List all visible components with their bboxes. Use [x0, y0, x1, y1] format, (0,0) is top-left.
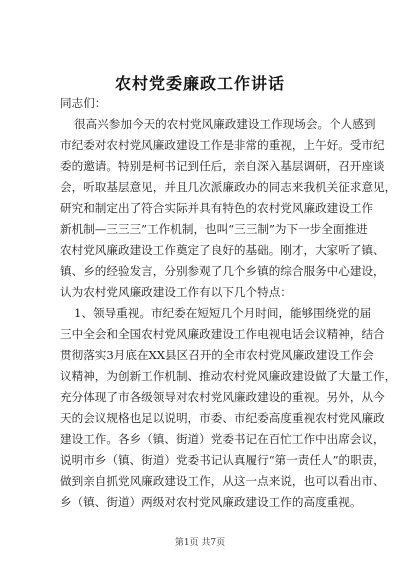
paragraph-line: 充分体现了市各级领导对农村党风廉政建设的重视。另外，从今	[60, 390, 385, 404]
paragraph-line: 新机制—三三三”工作机制，也叫“三三制”为下一步全面推进	[60, 222, 368, 236]
paragraph-line: 乡（镇、街道）两级对农村党风廉政建设工作的高度重视。	[60, 495, 362, 509]
paragraph-line: 农村党风廉政建设工作奠定了良好的基础。刚才，大家听了镇、	[60, 243, 385, 257]
paragraph-line: 认为农村党风廉政建设工作有以下几个特点：	[60, 285, 292, 299]
paragraph-line: 1、领导重视。市纪委在短短几个月时间，能够围绕党的届	[74, 306, 372, 320]
paragraph-line: 市纪委对农村党风廉政建设工作是非常的重视，上午好。受市纪	[60, 138, 385, 152]
salutation: 同志们：	[60, 96, 107, 110]
document-title: 农村党委廉政工作讲话	[114, 74, 285, 93]
paragraph-line: 做到亲自抓党风廉政建设工作，从这一点来说，也可以看出市、	[60, 474, 385, 488]
paragraph-line: 贯彻落实3月底在XX县区召开的全市农村党风廉政建设工作会	[60, 348, 374, 362]
paragraph-line: 镇、乡的经验发言，分别参观了几个乡镇的综合服务中心建设，	[60, 264, 385, 278]
page-number: 第1页 共7页	[174, 538, 226, 548]
paragraph-line: 很高兴参加今天的农村党风廉政建设工作现场会。个人感到	[74, 117, 376, 131]
paragraph-line: 议精神，为创新工作机制、推动农村党风廉政建设做了大量工作，	[60, 369, 397, 383]
paragraph-line: 天的会议规格也足以说明，市委、市纪委高度重视农村党风廉政	[60, 411, 385, 425]
paragraph-line: 说明市乡（镇、街道）党委书记认真履行“第一责任人”的职责，	[60, 453, 385, 467]
paragraph-line: 委的邀请。特别是柯书记到任后，亲自深入基层调研，召开座谈	[60, 159, 385, 173]
paragraph-line: 三中全会和全国农村党风廉政建设工作电视电话会议精神，结合	[60, 327, 385, 341]
paragraph-line: 会，听取基层意见，并且几次派廉政办的同志来我机关征求意见，	[60, 180, 397, 194]
paragraph-line: 建设工作。各乡（镇、街道）党委书记在百忙工作中出席会议，	[60, 432, 385, 446]
paragraph-line: 研究和制定出了符合实际并具有特色的农村党风廉政建设工作	[60, 201, 374, 215]
